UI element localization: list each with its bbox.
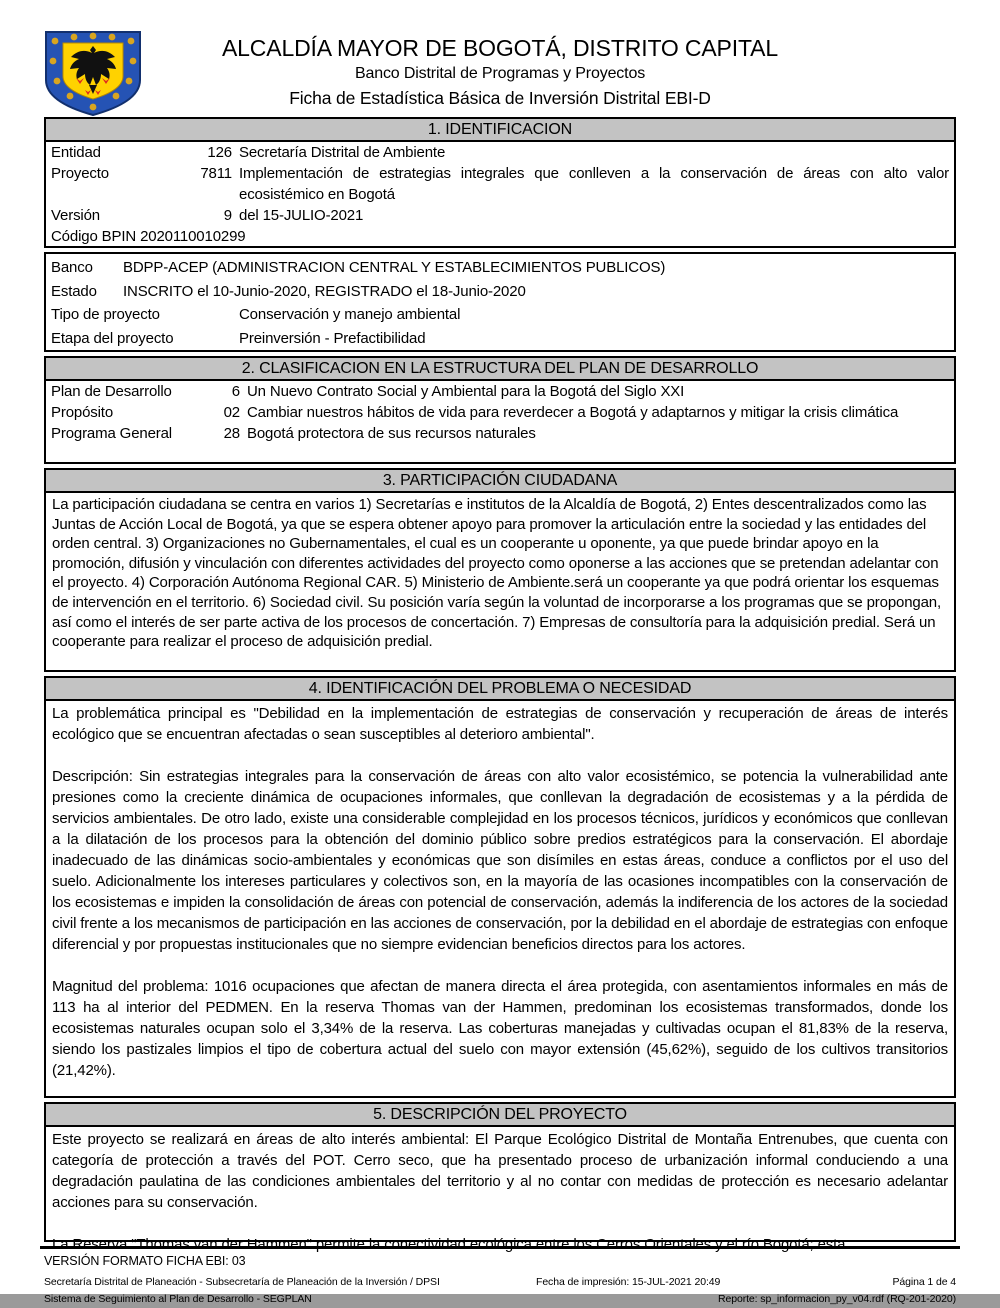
field-label: Etapa del proyecto: [51, 329, 174, 347]
field-value: Cambiar nuestros hábitos de vida para reverdecer a Bogotá y adaptarnos y mitigar la crisis climática: [247, 404, 899, 421]
footer-version-formato: VERSIÓN FORMATO FICHA EBI: 03: [44, 1254, 246, 1268]
paragraph: La problemática principal es "Debilidad en la implementación de estrategias de conservación y recuperación de áreas de interés ecológico que se encuentran afectadas o sean susceptibles al deterioro ambiental".: [52, 705, 948, 743]
section-identificacion: [44, 117, 956, 248]
field-label: Programa General: [51, 425, 172, 442]
field-code: 9: [223, 207, 232, 224]
field-row-programa-general: [46, 423, 954, 444]
bogota-coat-of-arms-logo: [40, 28, 146, 118]
field-row-tipo-proyecto: [46, 303, 954, 327]
field-row-entidad: [46, 142, 954, 163]
field-row-etapa-proyecto: [46, 327, 954, 351]
section-descripcion-text: [46, 1127, 954, 1255]
field-label: Propósito: [51, 404, 114, 421]
paragraph: La participación ciudadana se centra en varios 1) Secretarías e institutos de la Alcaldía de Bogotá, 2) Entes descentralizados como las Juntas de Acción Local de Bogotá, ya que se espera obtener apoyo para promover la articulación entre la sociedad y las entidades del orden central. 3) Organizaciones no Gubernamentales, el cual es un cooperante u oponente, ya que puede brindar apoyo en la promoción, difusión y vinculación con diferentes actividades del proyecto como oponerse a las acciones que se pretendan adelantar con el proyecto. 4) Corporación Autónoma Regional CAR. 5) Ministerio de Ambiente.será un cooperante ya que podrá orientar los esquemas de intervención en el territorio. 6) Sociedad civil. Su posición varía según la voluntad de incorporarse a los programas que se propongan, así como el interés de ser parte activa de los procesos de concertación. 7) Empresas de consultoría para la adquisición predial. Será un cooperante para realizar el proceso de adquisición predial.: [52, 496, 941, 651]
field-value: Secretaría Distrital de Ambiente: [239, 144, 446, 161]
field-code: 02: [223, 404, 240, 421]
section-descripcion-title: 5. DESCRIPCIÓN DEL PROYECTO: [46, 1104, 954, 1127]
document-header: [0, 0, 1000, 109]
field-value: Bogotá protectora de sus recursos naturales: [247, 425, 536, 442]
field-label: Tipo de proyecto: [51, 306, 160, 323]
field-row-plan-desarrollo: [46, 381, 954, 402]
paragraph: Magnitud del problema: 1016 ocupaciones que afectan de manera directa el área protegida, con asentamientos informales en más de 113 ha al interior del PEDMEN. En la reserva Thomas van der Hammen, predominan los ecosistemas transformados, donde los ecosistemas naturales ocupan solo el 3,34% de la reserva. Las coberturas manejadas y cultivadas ocupan el 81,83% de la reserva, siendo los pastizales limpios el tipo de cobertura actual del suelo con mayor extensión (45,62%), seguido de los cultivos transitorios (21,42%).: [52, 978, 948, 1079]
field-code: 6: [231, 383, 240, 400]
section-participacion-title: 3. PARTICIPACIÓN CIUDADANA: [46, 470, 954, 493]
footer-left-block: [44, 1274, 440, 1308]
field-value: del 15-JULIO-2021: [239, 207, 364, 224]
footer-page-number: Página 1 de 4: [892, 1276, 956, 1288]
paragraph: La Reserva "Thomas van der Hammen" permite la conectividad ecológica entre los Cerros Orientales y el río Bogotá; esta: [52, 1236, 846, 1253]
field-row-version: [46, 205, 954, 226]
field-value: INSCRITO el 10-Junio-2020, REGISTRADO el 18-Junio-2020: [123, 282, 526, 300]
document-footer: [44, 1253, 956, 1308]
page-title: ALCALDÍA MAYOR DE BOGOTÁ, DISTRITO CAPITAL: [221, 35, 779, 61]
section-descripcion: [44, 1102, 956, 1253]
field-code: 28: [223, 425, 240, 442]
field-row-proposito: [46, 402, 954, 423]
section-problema: [44, 676, 956, 1098]
field-value: Implementación de estrategias integrales que conlleven a la conservación de áreas con alto valor ecosistémico en Bogotá: [239, 165, 949, 203]
footer-report-name: Reporte: sp_informacion_py_v04.rdf (RQ-201-2020): [718, 1293, 956, 1305]
footer-system-line: Sistema de Seguimiento al Plan de Desarrollo - SEGPLAN: [44, 1293, 312, 1305]
field-code: 7811: [200, 165, 232, 182]
page-subtitle-banco: Banco Distrital de Programas y Proyectos: [354, 65, 646, 82]
field-value: BDPP-ACEP (ADMINISTRACION CENTRAL Y ESTABLECIMIENTOS PUBLICOS): [123, 259, 666, 276]
section-banco-estado: [44, 252, 956, 352]
field-value: Un Nuevo Contrato Social y Ambiental para la Bogotá del Siglo XXI: [247, 383, 685, 400]
footer-entity-line: Secretaría Distrital de Planeación - Subsecretaría de Planeación de la Inversión / DPSI: [44, 1276, 440, 1288]
field-value: Preinversión - Prefactibilidad: [239, 329, 426, 347]
section-participacion: [44, 468, 956, 672]
paragraph: Descripción: Sin estrategias integrales para la conservación de áreas con alto valor ecosistémico, se potencia la vulnerabilidad ante presiones como la creciente dinámica de ocupaciones informales, que conllevan la degradación de ecosistemas y a la pérdida de servicios ambientales. De otro lado, existe una considerable complejidad en los procesos técnicos, jurídicos y económicos que conllevan a la dilatación de los procesos para la obtención del dominio público sobre predios estratégicos para la conservación. El abordaje inadecuado de las dinámicas socio-ambientales y económicas que son disímiles en estas áreas, conduce a conflictos por el uso del suelo. Adicionalmente los intereses particulares y colectivos son, en la mayoría de las ocasiones incompatibles con la conservación de los ecosistemas e impiden la consolidación de áreas con potencial de conservación, además la indiferencia de los actores de la sociedad civil frente a los mecanismos de participación en las acciones de conservación, por la debilidad en el abordaje de estrategias con enfoque diferencial y por propuestas institucionales que no siempre evidencian beneficios directos para los actores.: [52, 768, 948, 953]
field-row-proyecto: [46, 163, 954, 205]
field-value: Conservación y manejo ambiental: [239, 306, 461, 323]
field-code: 126: [207, 144, 232, 161]
field-label: Versión: [51, 207, 100, 224]
field-label: Banco: [51, 259, 93, 276]
footer-right-block: [536, 1274, 956, 1308]
field-row-banco: [46, 256, 954, 280]
paragraph: Este proyecto se realizará en áreas de alto interés ambiental: El Parque Ecológico Distrital de Montaña Entrenubes, que cuenta con categoría de protección a través del POT. Cerro seco, que ha presentado proceso de urbanización informal conduciendo a una degradación paulatina de las condiciones ambientales del territorio y al no contar con medidas de protección es necesario adelantar acciones para su conservación.: [52, 1131, 948, 1211]
section-clasificacion: [44, 356, 956, 464]
field-row-estado: [46, 280, 954, 304]
section-problema-title: 4. IDENTIFICACIÓN DEL PROBLEMA O NECESIDAD: [46, 678, 954, 701]
section-identificacion-title: 1. IDENTIFICACION: [46, 119, 954, 142]
page-subtitle-ficha: Ficha de Estadística Básica de Inversión Distrital EBI-D: [289, 88, 711, 108]
footer-print-date: Fecha de impresión: 15-JUL-2021 20:49: [536, 1276, 721, 1288]
document-body: [44, 117, 956, 1253]
field-codigo-bpin: Código BPIN 2020110010299: [51, 228, 246, 245]
section-clasificacion-title: 2. CLASIFICACION EN LA ESTRUCTURA DEL PLAN DE DESARROLLO: [46, 358, 954, 381]
field-label: Entidad: [51, 144, 101, 161]
section-participacion-text: [46, 493, 954, 652]
field-label: Plan de Desarrollo: [51, 383, 172, 400]
field-label: Proyecto: [51, 165, 109, 182]
section-problema-text: [46, 701, 954, 1081]
footer-meta: [44, 1274, 956, 1308]
field-label: Estado: [51, 282, 97, 300]
